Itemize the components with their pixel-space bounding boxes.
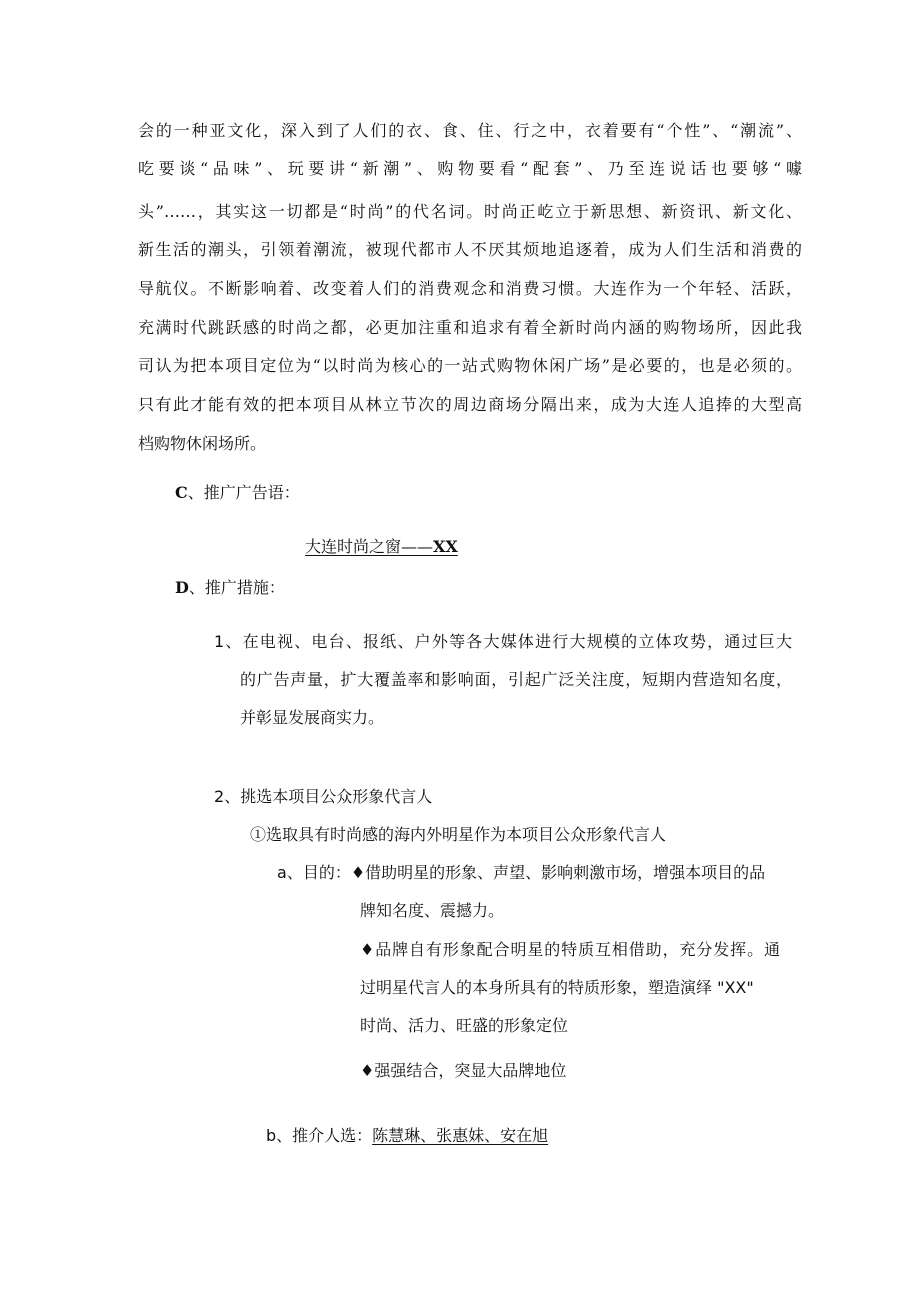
item-2-title: 、挑选本项目公众形象代言人 — [224, 787, 433, 806]
slogan — [305, 536, 458, 558]
point-a-bullet-3-text: 强强结合，突显大品牌地位 — [374, 1061, 567, 1080]
point-a-bullet-2-text-2: 过明星代言人的本身所具有的特质形象，塑造演绎 — [360, 978, 713, 997]
paragraph-line-5: 导航仪。不断影响着、改变着人们的消费观念和消费习惯。大连作为一个年轻、活跃， — [138, 279, 802, 298]
point-a-brand: "XX" — [717, 978, 754, 997]
paragraph-line-2: 吃要谈“品味”、玩要讲“新潮”、购物要看“配套”、乃至连说话也要够“噱 — [138, 159, 802, 178]
paragraph-line-1: 会的一种亚文化，深入到了人们的衣、食、住、行之中，衣着要有“个性”、“潮流”、 — [138, 121, 802, 140]
paragraph-line-9: 档购物休闲场所。 — [138, 434, 267, 453]
paragraph-line-8: 只有此才能有效的把本项目从林立节次的周边商场分隔出来，成为大连人追捧的大型高 — [138, 395, 802, 414]
point-b-people: 陈慧琳、张惠妹、安在旭 — [372, 1126, 549, 1145]
section-d-letter: D — [175, 578, 189, 597]
point-a-bullet-2-line-2 — [360, 977, 754, 999]
item-1-line-3: 并彰显发展商实力。 — [240, 708, 385, 727]
point-a-bullet-3 — [360, 1060, 566, 1082]
item-1-line-2: 的广告声量，扩大覆盖率和影响面，引起广泛关注度，短期内营造知名度， — [240, 670, 792, 689]
paragraph-line-3: 头”……，其实这一切都是“时尚”的代名词。时尚正屹立于新思想、新资讯、新文化、 — [138, 202, 802, 221]
item-1-text: 、在电视、电台、报纸、户外等各大媒体进行大规模的立体攻势，通过巨大 — [224, 632, 792, 651]
section-c-title: 、推广广告语： — [187, 483, 300, 502]
point-a-bullet-1-text: 借助明星的形象、声望、影响刺激市场，增强本项目的品 — [365, 863, 766, 882]
point-a-bullet-2-text: 品牌自有形象配合明星的特质互相借助，充分发挥。通 — [375, 940, 780, 959]
bullet-icon: ♦ — [350, 863, 366, 882]
paragraph-line-6: 充满时代跳跃感的时尚之都，必更加注重和追求有着全新时尚内涵的购物场所，因此我 — [138, 318, 802, 337]
point-a-bullet-2-line-1 — [360, 939, 780, 961]
bullet-icon: ♦ — [360, 940, 376, 959]
section-d-title: 、推广措施： — [188, 578, 285, 597]
point-b-heading: 、推介人选： — [276, 1126, 373, 1145]
paragraph-line-4: 新生活的潮头，引领着潮流，被现代都市人不厌其烦地追逐着，成为人们生活和消费的 — [138, 240, 802, 259]
section-d-heading — [175, 577, 285, 599]
point-b — [266, 1125, 548, 1147]
point-b-label: b — [266, 1126, 277, 1145]
slogan-text: 大连时尚之窗—— — [305, 537, 434, 556]
item-2-heading — [214, 786, 432, 808]
item-1-line-1 — [214, 631, 792, 653]
paragraph-line-7: 司认为把本项目定位为“以时尚为核心的一站式购物休闲广场”是必要的，也是必须的。 — [138, 356, 802, 375]
slogan-brand: XX — [433, 537, 458, 556]
bullet-icon: ♦ — [360, 1061, 375, 1080]
item-1-number: 1 — [214, 632, 225, 651]
section-c-heading — [175, 482, 300, 504]
item-2-number: 2 — [214, 787, 225, 806]
section-c-letter: C — [175, 483, 188, 502]
point-a-label: a — [277, 863, 287, 882]
point-a-bullet-2-line-3: 时尚、活力、旺盛的形象定位 — [360, 1016, 569, 1035]
point-a-line-1 — [277, 862, 765, 884]
item-2-sub-1: ①选取具有时尚感的海内外明星作为本项目公众形象代言人 — [250, 825, 667, 844]
point-a-heading: 、目的： — [286, 863, 351, 882]
point-a-bullet-1-cont: 牌知名度、震撼力。 — [360, 901, 505, 920]
